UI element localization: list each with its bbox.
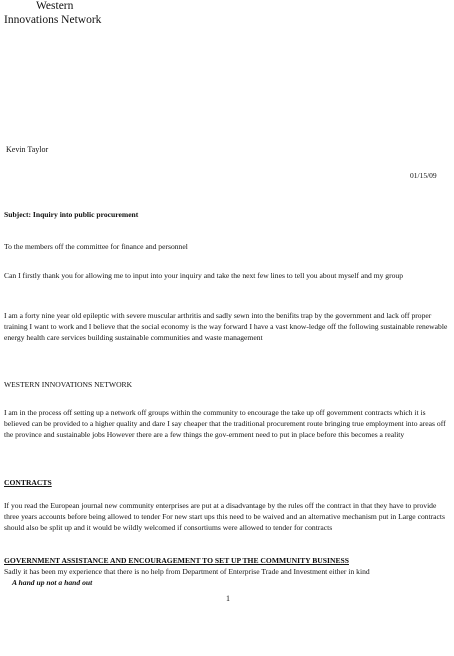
author-name: Kevin Taylor bbox=[6, 145, 49, 154]
contracts-heading: CONTRACTS bbox=[4, 478, 52, 487]
paragraph-network: I am in the process off setting up a network off groups within the community to encourage the take up off government contracts which it is believed can be provided to a higher quality and dare I say cheaper that the traditional procurement route bringing true employment into areas off the province and sustainable jobs However there are a few things the gov-ernment need to put in place before this becomes a reality bbox=[4, 408, 446, 439]
letter-date: 01/15/09 bbox=[410, 171, 437, 180]
subject-line: Subject: Inquiry into public procurement bbox=[4, 210, 139, 219]
government-heading: GOVERNMENT ASSISTANCE AND ENCOURAGEMENT TO SET UP THE COMMUNITY BUSINESS bbox=[4, 556, 349, 565]
page-number: 1 bbox=[226, 594, 230, 603]
org-name-line1: Western bbox=[36, 0, 74, 12]
paragraph-contracts: If you read the European journal new community enterprises are put at a disadvantage by the rules off the contract in that they have to provide three years accounts before being allowed to tender For new start ups this need to be waived and an alternative mechanism put in Large contracts should also be split up and it would be wildly welcomed if consortiums were allowed to tender for contracts bbox=[4, 501, 445, 532]
tagline: A hand up not a hand out bbox=[12, 578, 93, 587]
org-name-line2: Innovations Network bbox=[4, 14, 102, 26]
paragraph-government: Sadly it has been my experience that there is no help from Department of Enterprise Trade and Investment either in kind bbox=[4, 567, 370, 576]
network-heading: WESTERN INNOVATIONS NETWORK bbox=[4, 380, 133, 389]
paragraph-intro: Can I firstly thank you for allowing me to input into your inquiry and take the next few lines to tell you about myself and my group bbox=[4, 271, 404, 280]
salutation: To the members off the committee for finance and personnel bbox=[4, 242, 188, 251]
paragraph-about: I am a forty nine year old epileptic with severe muscular arthritis and sadly sewn into the benifits trap by the government and lack off proper training I want to work and I believe that the social economy is the way forward I have a vast know-ledge off the following sustainable renewable energy health care services building sustainable communities and waste management bbox=[4, 311, 448, 342]
